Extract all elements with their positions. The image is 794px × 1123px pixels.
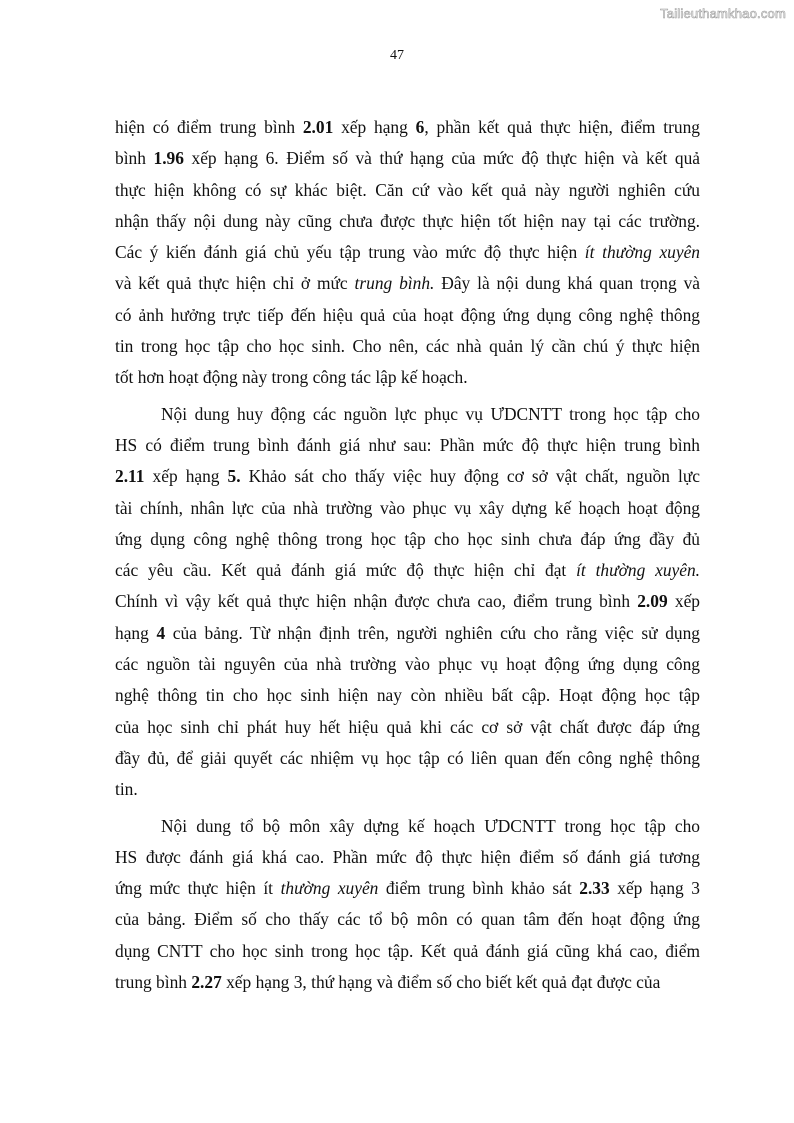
text-line: dụng CNTT cho học sinh trong học tập. Kết quả đánh giá cũng khá cao, điểm xyxy=(115,940,700,961)
text-line: Nội dung huy động các nguồn lực phục vụ ƯDCNTT trong học tập cho xyxy=(161,403,700,424)
text-line: tin trong học tập cho học sinh. Cho nên, các nhà quản lý cần chú ý thực hiện xyxy=(115,336,700,357)
text-line: hạng 4 của bảng. Từ nhận định trên, người nghiên cứu cho rằng việc sử dụng xyxy=(115,622,700,643)
text-line: của học sinh chỉ phát huy hết hiệu quả khi các cơ sở vật chất được đáp ứng xyxy=(115,716,700,737)
paragraph-2 xyxy=(115,399,700,806)
text-line: trung bình 2.27 xếp hạng 3, thứ hạng và điểm số cho biết kết quả đạt được của xyxy=(115,972,661,993)
text-line: tài chính, nhân lực của nhà trường vào phục vụ xây dựng kế hoạch hoạt động xyxy=(115,497,700,518)
paragraph-3 xyxy=(115,811,700,999)
watermark: Tailieuthamkhao.com xyxy=(660,6,786,21)
paragraph-1 xyxy=(115,112,700,394)
text-line: các nguồn tài nguyên của nhà trường vào phục vụ hoạt động ứng dụng công xyxy=(115,654,700,675)
text-line: nhận thấy nội dung này cũng chưa được thực hiện tốt hiện nay tại các trường. xyxy=(115,210,700,231)
text-line: ứng mức thực hiện ít thường xuyên điểm trung bình khảo sát 2.33 xếp hạng 3 xyxy=(115,878,700,899)
text-line: có ảnh hưởng trực tiếp đến hiệu quả của hoạt động ứng dụng công nghệ thông xyxy=(115,304,700,325)
text-line: và kết quả thực hiện chỉ ở mức trung bình. Đây là nội dung khá quan trọng và xyxy=(115,273,700,294)
text-line: đầy đủ, để giải quyết các nhiệm vụ học tập có liên quan đến công nghệ thông xyxy=(115,747,700,768)
text-line: Chính vì vậy kết quả thực hiện nhận được chưa cao, điểm trung bình 2.09 xếp xyxy=(115,591,700,612)
text-line: hiện có điểm trung bình 2.01 xếp hạng 6, phần kết quả thực hiện, điểm trung xyxy=(115,117,700,137)
page-number: 47 xyxy=(390,48,404,63)
text-line: nghệ thông tin cho học sinh hiện nay còn nhiều bất cập. Hoạt động học tập xyxy=(115,685,700,706)
text-line: ứng dụng công nghệ thông trong học tập cho học sinh chưa đáp ứng đầy đủ xyxy=(115,528,700,549)
text-line: Nội dung tổ bộ môn xây dựng kế hoạch ƯDCNTT trong học tập cho xyxy=(161,815,700,836)
text-line: HS được đánh giá khá cao. Phần mức độ thực hiện điểm số đánh giá tương xyxy=(115,846,700,867)
text-line: bình 1.96 xếp hạng 6. Điểm số và thứ hạng của mức độ thực hiện và kết quả xyxy=(115,148,700,169)
text-line: tốt hơn hoạt động này trong công tác lập kế hoạch. xyxy=(115,367,468,388)
text-line: 2.11 xếp hạng 5. Khảo sát cho thấy việc huy động cơ sở vật chất, nguồn lực xyxy=(115,466,700,487)
document-body xyxy=(115,112,700,998)
text-line: các yêu cầu. Kết quả đánh giá mức độ thực hiện chỉ đạt ít thường xuyên. xyxy=(115,560,701,581)
text-line: Các ý kiến đánh giá chủ yếu tập trung vào mức độ thực hiện ít thường xuyên xyxy=(115,242,700,263)
text-line: thực hiện không có sự khác biệt. Căn cứ vào kết quả này người nghiên cứu xyxy=(115,179,700,200)
text-line: của bảng. Điểm số cho thấy các tổ bộ môn có quan tâm đến hoạt động ứng xyxy=(115,909,700,930)
text-line: HS có điểm trung bình đánh giá như sau: Phần mức độ thực hiện trung bình xyxy=(115,434,700,455)
text-line: tin. xyxy=(115,779,138,800)
